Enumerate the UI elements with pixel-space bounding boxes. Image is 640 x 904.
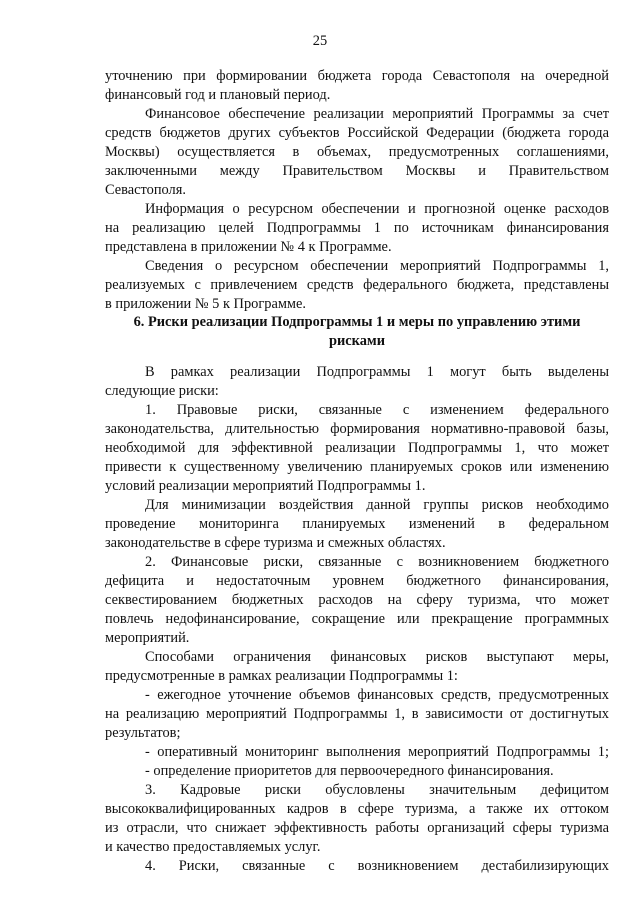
text-line: финансовый год и плановый период.: [105, 87, 331, 103]
text-line: высококвалифицированных кадров в сфере туризма, а также их оттоком: [105, 801, 609, 817]
text-line: условий реализации мероприятий Подпрограммы 1.: [105, 478, 426, 494]
text-line: следующие риски:: [105, 383, 219, 399]
text-line: дефицита и недостаточным уровнем бюджетного финансирования,: [105, 573, 609, 589]
text-line: - оперативный мониторинг выполнения мероприятий Подпрограммы 1;: [145, 744, 609, 760]
text-line: необходимой для эффективной реализации Подпрограммы 1, что может: [105, 440, 609, 456]
text-line: проведение мониторинга планируемых изменений в федеральном: [105, 516, 609, 532]
section-heading-line: рисками: [328, 333, 386, 349]
text-line: средств бюджетов других субъектов Российской Федерации (бюджета города: [105, 125, 609, 141]
text-line: законодательстве в сфере туризма и смежных областях.: [105, 535, 446, 551]
text-line: результатов;: [105, 725, 181, 741]
page-number: 25: [312, 33, 328, 49]
text-line: предусмотренные в рамках реализации Подпрограммы 1:: [105, 668, 458, 684]
text-line: повлечь недофинансирование, сокращение или прекращение программных: [105, 611, 609, 627]
text-line: Севастополя.: [105, 182, 186, 198]
text-line: законодательства, длительностью формирования нормативно-правовой базы,: [105, 421, 609, 437]
section-heading-line: 6. Риски реализации Подпрограммы 1 и меры по управлению этими: [133, 314, 581, 330]
text-line: мероприятий.: [105, 630, 190, 646]
text-line: привести к существенному увеличению планируемых сроков или изменению: [105, 459, 609, 475]
text-line: из отрасли, что снижает эффективность работы организаций сферы туризма: [105, 820, 609, 836]
text-line: представлена в приложении № 4 к Программе.: [105, 239, 392, 255]
text-line: 4. Риски, связанные с возникновением дестабилизирующих: [145, 858, 609, 874]
text-line: 1. Правовые риски, связанные с изменением федерального: [145, 402, 609, 418]
text-line: Финансовое обеспечение реализации мероприятий Программы за счет: [145, 106, 609, 122]
text-line: на реализацию целей Подпрограммы 1 по источникам финансирования: [105, 220, 609, 236]
text-line: 2. Финансовые риски, связанные с возникновением бюджетного: [145, 554, 609, 570]
text-line: Для минимизации воздействия данной группы рисков необходимо: [145, 497, 609, 513]
text-line: и качество предоставляемых услуг.: [105, 839, 321, 855]
text-line: Москвы) осуществляется в объемах, предусмотренных соглашениями,: [105, 144, 609, 160]
text-line: 3. Кадровые риски обусловлены значительным дефицитом: [145, 782, 609, 798]
text-line: уточнению при формировании бюджета города Севастополя на очередной: [105, 68, 609, 84]
text-line: в приложении № 5 к Программе.: [105, 296, 307, 312]
text-line: на реализацию мероприятий Подпрограммы 1, в зависимости от достигнутых: [105, 706, 609, 722]
text-line: - определение приоритетов для первоочередного финансирования.: [145, 763, 554, 779]
text-line: - ежегодное уточнение объемов финансовых средств, предусмотренных: [145, 687, 609, 703]
text-line: Сведения о ресурсном обеспечении мероприятий Подпрограммы 1,: [145, 258, 609, 274]
text-line: заключенными между Правительством Москвы и Правительством: [105, 163, 609, 179]
text-line: Информация о ресурсном обеспечении и прогнозной оценке расходов: [145, 201, 609, 217]
text-line: реализуемых с привлечением средств федерального бюджета, представлены: [105, 277, 609, 293]
text-line: В рамках реализации Подпрограммы 1 могут быть выделены: [145, 364, 609, 380]
text-line: Способами ограничения финансовых рисков выступают меры,: [145, 649, 609, 665]
text-line: секвестированием бюджетных расходов на сферу туризма, что может: [105, 592, 609, 608]
